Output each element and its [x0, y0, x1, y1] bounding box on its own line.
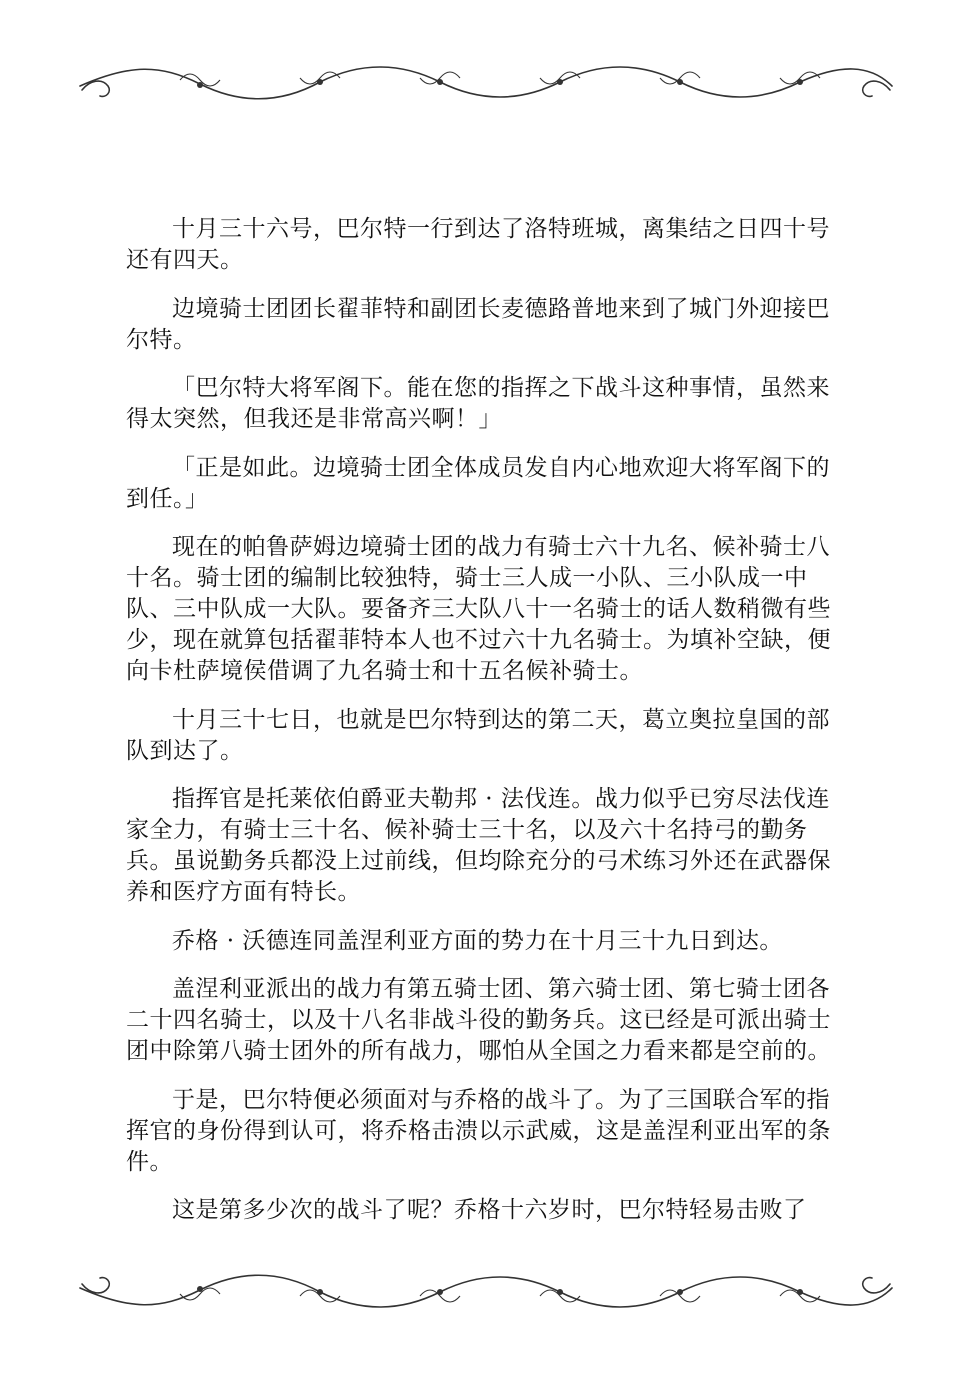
paragraph-9: 盖涅利亚派出的战力有第五骑士团、第六骑士团、第七骑士团各二十四名骑士，以及十八名非战斗役的勤务兵。这已经是可派出骑士团中除第八骑士团外的所有战力，哪怕从全国之力看来都是空前的。 — [126, 976, 831, 1064]
document-body — [126, 214, 850, 1244]
paragraph-11: 这是第多少次的战斗了呢？乔格十六岁时，巴尔特轻易击败了 — [172, 1197, 807, 1223]
paragraph-2: 边境骑士团团长翟菲特和副团长麦德路普地来到了城门外迎接巴尔特。 — [126, 295, 830, 353]
paragraph-8: 乔格 · 沃德连同盖涅利亚方面的势力在十月三十九日到达。 — [172, 927, 783, 954]
paragraph-7: 指挥官是托莱依伯爵亚夫勒邦 · 法伐连。战力似乎已穷尽法伐连家全力，有骑士三十名、候补骑士三十名，以及六十名持弓的勤务兵。虽说勤务兵都没上过前线，但均除充分的弓术练习外还在武器保养和医疗方面有特长。 — [126, 786, 831, 905]
top-ornamental-border — [70, 58, 902, 108]
paragraph-10: 于是，巴尔特便必须面对与乔格的战斗了。为了三国联合军的指挥官的身份得到认可，将乔格击溃以示武威，这是盖涅利亚出军的条件。 — [126, 1086, 831, 1175]
bottom-ornamental-border — [70, 1266, 902, 1316]
paragraph-6: 十月三十七日，也就是巴尔特到达的第二天，葛立奥拉皇国的部队到达了。 — [126, 706, 830, 764]
paragraph-4: 「正是如此。边境骑士团全体成员发自内心地欢迎大将军阁下的到任。」 — [126, 454, 830, 512]
paragraph-3: 「巴尔特大将军阁下。能在您的指挥之下战斗这种事情，虽然来得太突然，但我还是非常高兴啊！」 — [126, 375, 830, 432]
paragraph-5: 现在的帕鲁萨姆边境骑士团的战力有骑士六十九名、候补骑士八十名。骑士团的编制比较独特，骑士三人成一小队、三小队成一中队、三中队成一大队。要备齐三大队八十一名骑士的话人数稍微有些少，现在就算包括翟菲特本人也不过六十九名骑士。为填补空缺，便向卡杜萨境侯借调了九名骑士和十五名候补骑士。 — [126, 534, 831, 684]
paragraph-1: 十月三十六号，巴尔特一行到达了洛特班城，离集结之日四十号还有四天。 — [126, 216, 830, 273]
